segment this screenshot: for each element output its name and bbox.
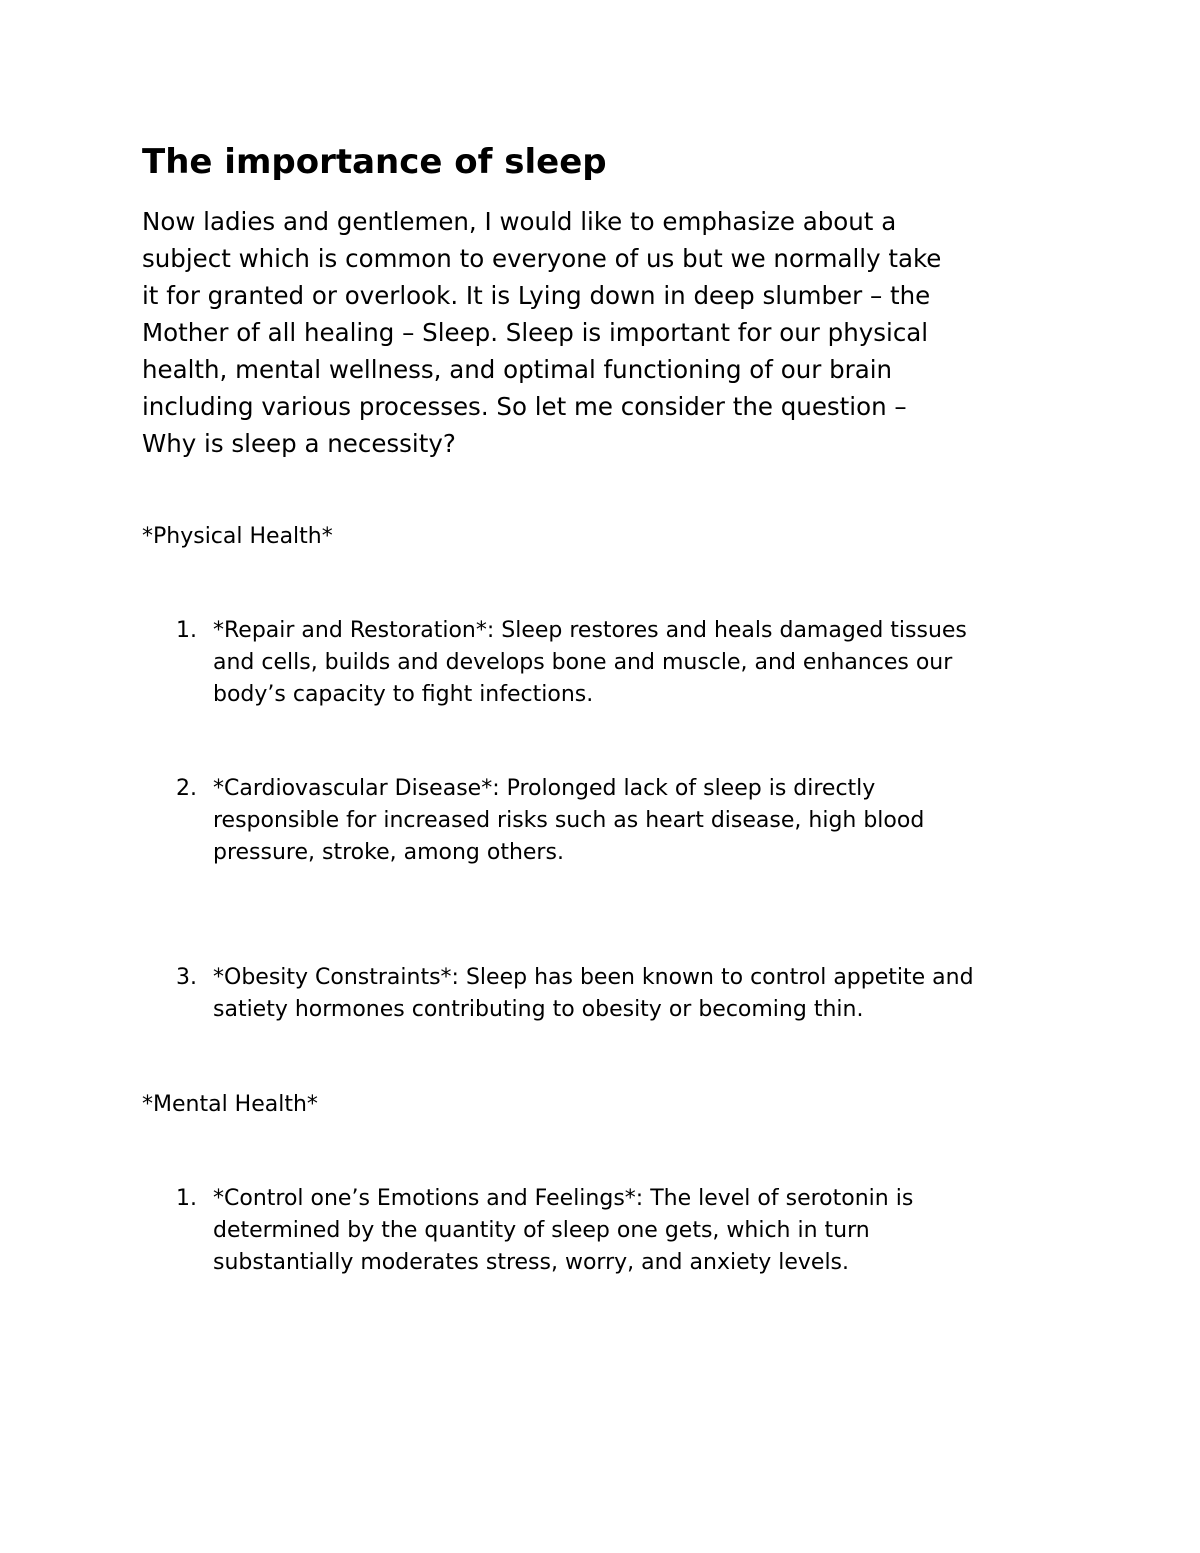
intro-line: including various processes. So let me consider the question – [142,392,907,421]
list-item-line: body’s capacity to fight infections. [213,682,594,707]
list-item-text [213,773,1056,869]
intro-line: Now ladies and gentlemen, I would like to emphasize about a [142,207,897,236]
list-item-line: determined by the quantity of sleep one gets, which in turn [213,1218,870,1243]
list-item-text [213,962,1056,1026]
list-item [176,1183,1056,1279]
list-item-number: 1. [176,1186,197,1211]
list-item-line: and cells, builds and develops bone and muscle, and enhances our [213,650,953,675]
list-item-text [213,1183,1056,1279]
intro-line: health, mental wellness, and optimal functioning of our brain [142,355,893,384]
list-item-line: pressure, stroke, among others. [213,840,564,865]
list-item-line: *Repair and Restoration*: Sleep restores and heals damaged tissues [213,618,967,643]
intro-line: it for granted or overlook. It is Lying down in deep slumber – the [142,281,931,310]
list-item [176,962,1056,1026]
intro-paragraph [142,203,1052,462]
list-item [176,773,1056,869]
list-item-text [213,615,1056,711]
intro-line: Why is sleep a necessity? [142,429,456,458]
document-title: The importance of sleep [142,142,607,182]
list-item-number: 2. [176,776,197,801]
intro-line: Mother of all healing – Sleep. Sleep is important for our physical [142,318,929,347]
list-item-line: *Cardiovascular Disease*: Prolonged lack of sleep is directly [213,776,876,801]
list-item-line: satiety hormones contributing to obesity or becoming thin. [213,997,864,1022]
list-item [176,615,1056,711]
intro-line: subject which is common to everyone of us but we normally take [142,244,942,273]
list-item-line: substantially moderates stress, worry, and anxiety levels. [213,1250,850,1275]
list-item-line: *Control one’s Emotions and Feelings*: The level of serotonin is [213,1186,914,1211]
list-item-number: 3. [176,965,197,990]
list-item-line: responsible for increased risks such as heart disease, high blood [213,808,925,833]
section-heading-physical-health: *Physical Health* [142,524,333,549]
section-heading-mental-health: *Mental Health* [142,1092,318,1117]
list-item-number: 1. [176,618,197,643]
list-item-line: *Obesity Constraints*: Sleep has been known to control appetite and [213,965,974,990]
